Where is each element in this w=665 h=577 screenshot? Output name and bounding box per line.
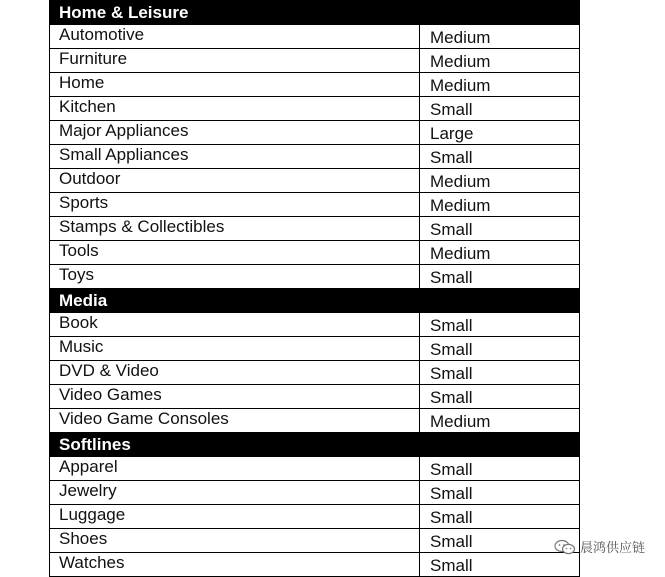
- size-cell: Small: [420, 481, 580, 505]
- size-cell: Small: [420, 313, 580, 337]
- category-cell: Book: [50, 313, 420, 337]
- table-row: [50, 97, 580, 121]
- table-row: [50, 361, 580, 385]
- section-header-media: [50, 289, 580, 313]
- size-cell: Medium: [420, 409, 580, 433]
- category-cell: Video Game Consoles: [50, 409, 420, 433]
- category-cell: Home: [50, 73, 420, 97]
- size-cell: Small: [420, 553, 580, 577]
- category-cell: Luggage: [50, 505, 420, 529]
- section-header-home-leisure: [50, 1, 580, 25]
- table-row: [50, 457, 580, 481]
- table-row: [50, 409, 580, 433]
- category-cell: Shoes: [50, 529, 420, 553]
- size-cell: Large: [420, 121, 580, 145]
- size-cell: Medium: [420, 49, 580, 73]
- table-row: [50, 145, 580, 169]
- table-row: [50, 169, 580, 193]
- table-row: [50, 529, 580, 553]
- section-header-softlines: [50, 433, 580, 457]
- table-body: [50, 1, 580, 577]
- size-cell: Small: [420, 145, 580, 169]
- category-cell: Stamps & Collectibles: [50, 217, 420, 241]
- size-cell: Small: [420, 265, 580, 289]
- size-cell: Medium: [420, 25, 580, 49]
- wechat-icon: [554, 539, 576, 555]
- table-row: [50, 217, 580, 241]
- size-cell: Small: [420, 529, 580, 553]
- category-cell: Music: [50, 337, 420, 361]
- table-row: [50, 25, 580, 49]
- table-row: [50, 313, 580, 337]
- table-row: [50, 553, 580, 577]
- size-cell: Small: [420, 385, 580, 409]
- size-cell: Small: [420, 217, 580, 241]
- category-cell: Major Appliances: [50, 121, 420, 145]
- category-cell: Furniture: [50, 49, 420, 73]
- category-cell: Small Appliances: [50, 145, 420, 169]
- section-title: Softlines: [50, 433, 580, 457]
- size-cell: Medium: [420, 193, 580, 217]
- size-cell: Small: [420, 361, 580, 385]
- category-cell: Kitchen: [50, 97, 420, 121]
- table-row: [50, 265, 580, 289]
- category-cell: Apparel: [50, 457, 420, 481]
- watermark: [554, 537, 645, 556]
- size-cell: Small: [420, 457, 580, 481]
- category-cell: Toys: [50, 265, 420, 289]
- size-cell: Small: [420, 337, 580, 361]
- watermark-text: 晨鸿供应链: [579, 541, 645, 556]
- category-cell: Video Games: [50, 385, 420, 409]
- category-cell: Tools: [50, 241, 420, 265]
- size-cell: Small: [420, 505, 580, 529]
- category-cell: DVD & Video: [50, 361, 420, 385]
- category-size-table: [49, 0, 580, 577]
- category-cell: Outdoor: [50, 169, 420, 193]
- category-cell: Sports: [50, 193, 420, 217]
- section-title: Media: [50, 289, 580, 313]
- category-cell: Jewelry: [50, 481, 420, 505]
- category-cell: Automotive: [50, 25, 420, 49]
- size-cell: Small: [420, 97, 580, 121]
- table-row: [50, 385, 580, 409]
- table-row: [50, 193, 580, 217]
- section-title: Home & Leisure: [50, 1, 580, 25]
- table-row: [50, 337, 580, 361]
- size-cell: Medium: [420, 241, 580, 265]
- table-row: [50, 49, 580, 73]
- size-cell: Medium: [420, 169, 580, 193]
- category-cell: Watches: [50, 553, 420, 577]
- table-row: [50, 481, 580, 505]
- table-row: [50, 505, 580, 529]
- table-row: [50, 73, 580, 97]
- table-row: [50, 241, 580, 265]
- size-cell: Medium: [420, 73, 580, 97]
- table-row: [50, 121, 580, 145]
